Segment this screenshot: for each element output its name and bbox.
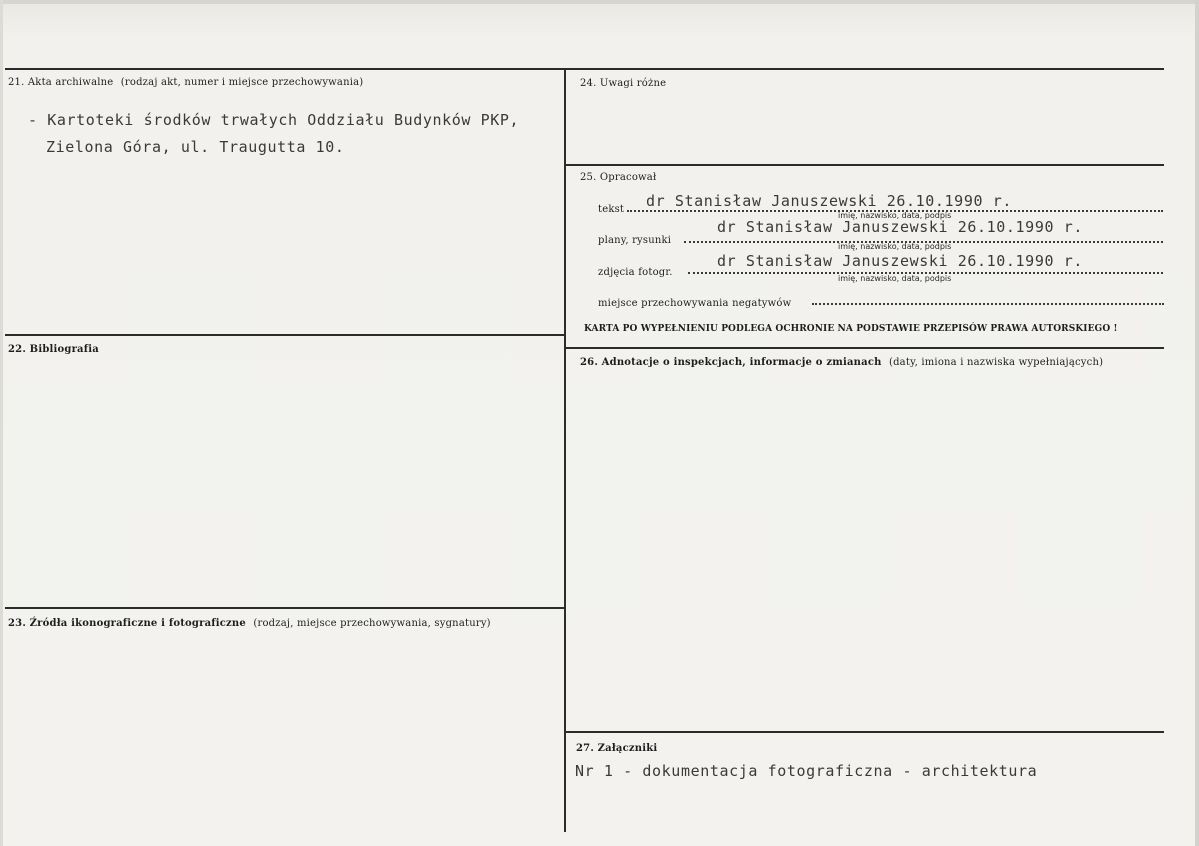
rule-21-22 [5,334,565,336]
section-27-label [576,743,657,754]
section-22-title: 22. Bibliografia [8,344,99,355]
paper-top-edge [0,0,1199,4]
paper-left-edge [0,0,3,846]
plany-value: dr Stanisław Januszewski 26.10.1990 r. [717,218,1083,236]
section-23-label [8,618,491,629]
rule-24-25 [565,164,1164,166]
rule-22-23 [5,607,565,609]
negatywy-dotted-line [812,303,1164,305]
tekst-value: dr Stanisław Januszewski 26.10.1990 r. [646,192,1012,210]
copyright-warning: KARTA PO WYPEŁNIENIU PODLEGA OCHRONIE NA PODSTAWIE PRZEPISÓW PRAWA AUTORSKIEGO ! [584,324,1118,334]
zdjecia-label: zdjęcia fotogr. [598,267,673,278]
section-27-title: 27. Załączniki [576,743,658,754]
negatywy-label: miejsce przechowywania negatywów [598,298,792,309]
rule-26-27 [565,731,1164,733]
plany-label: plany, rysunki [598,235,672,246]
column-divider [564,68,566,832]
section-23-title: 23. Źródła ikonograficzne i fotograficzne [8,618,246,629]
section-23-note: (rodzaj, miejsce przechowywania, sygnatury) [253,618,491,629]
section-21-line-1: - Kartoteki środków trwałych Oddziału Budynków PKP, [28,111,520,129]
rule-25-26 [565,347,1164,349]
top-rule [5,68,1164,70]
section-21-note: (rodzaj akt, numer i miejsce przechowywania) [120,77,364,88]
tekst-label: tekst [598,204,625,215]
tekst-caption: imię, nazwisko, data, podpis [838,211,952,220]
zdjecia-value: dr Stanisław Januszewski 26.10.1990 r. [717,252,1083,270]
paper-right-edge [1195,0,1199,846]
section-26-note: (daty, imiona i nazwiska wypełniających) [888,357,1104,368]
section-24-title: 24. Uwagi różne [580,78,667,89]
section-22-label [8,344,99,355]
section-25-label [580,172,656,183]
section-21-label [8,77,363,88]
section-26-title: 26. Adnotacje o inspekcjach, informacje o zmianach [580,357,882,368]
section-21-title: 21. Akta archiwalne [8,77,114,88]
zdjecia-caption: imię, nazwisko, data, podpis [838,274,952,283]
section-24-label [580,78,666,89]
plany-caption: imię, nazwisko, data, podpis [838,242,952,251]
section-25-title: 25. Opracował [580,172,657,183]
section-21-line-2: Zielona Góra, ul. Traugutta 10. [46,138,345,156]
section-27-line: Nr 1 - dokumentacja fotograficzna - architektura [575,762,1038,780]
section-26-label [580,357,1103,368]
